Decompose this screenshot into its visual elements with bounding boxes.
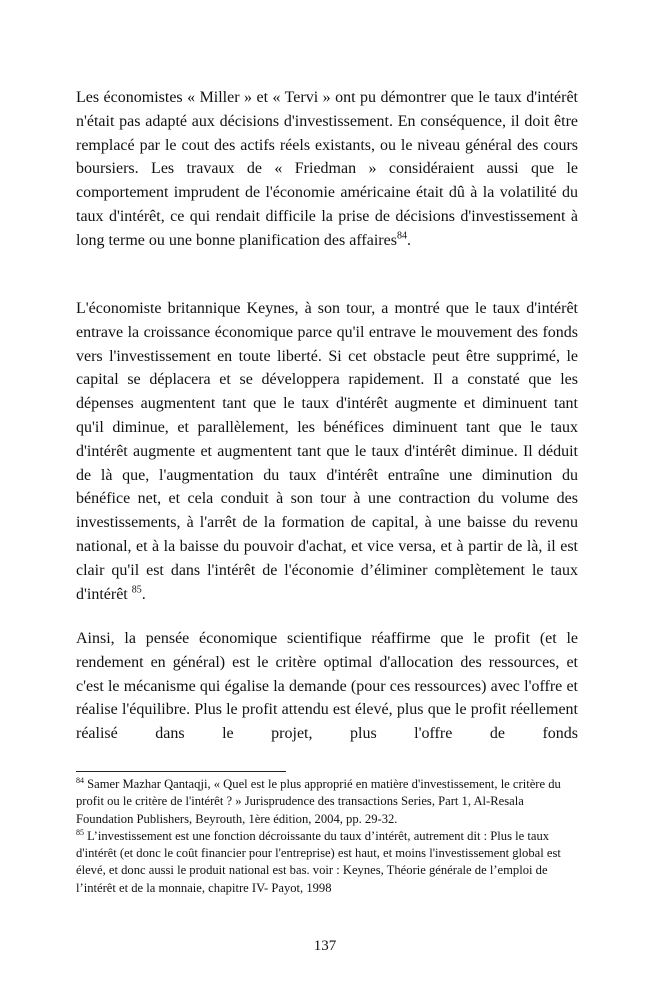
footnote-ref-84[interactable]: 84 [396,230,407,242]
paragraph-2-end: . [141,585,146,603]
paragraph-2-text: L'économiste britannique Keynes, à son tour, a montré que le taux d'intérêt entrave la croissance économique parce qu'il entrave le mouvement des fonds vers l'investissement en toute liberté. Si cet obstacle peut être supprimé, le capital se déplacera et se développera rapidement. Il a constaté que les dépenses augmentent tant que le taux d'intérêt augmente et diminuent tant qu'il diminue, et parallèlement, les bénéfices diminuent tant que le taux d'intérêt augmente et augmentent tant que le taux d'intérêt diminue. Il déduit de là que, l'augmentation du taux d'intérêt entraîne une diminution du bénéfice net, et cela conduit à son tour à une contraction du volume des investissements, à l'arrêt de la formation de capital, à une baisse du revenu national, et à la baisse du pouvoir d'achat, et vice versa, et à partir de là, il est clair qu'il est dans l'intérêt de l'économie d’éliminer complètement le taux d'intérêt [76,300,578,603]
paragraph-3 [76,627,578,746]
footnote-number-84: 84 [76,775,84,785]
footnote-85-text: L’investissement est une fonction décroissante du taux d’intérêt, autrement dit : Plus le taux d'intérêt (et donc le coût financier pour l'entreprise) est haut, et moins l'investissement global est élevé, et donc aussi le produit national est bas. voir : Keynes, Théorie générale de l’emploi de l’intérêt et de la monnaie, chapitre IV- Payot, 1998 [76,828,561,895]
paragraph-2 [76,297,578,606]
footnote-separator [76,771,286,772]
paragraph-1-end: . [406,231,411,249]
footnote-ref-85[interactable]: 85 [131,584,142,596]
footnote-84-text: Samer Mazhar Qantaqji, « Quel est le plus approprié en matière d'investissement, le critère du profit ou le critère de l'intérêt ? » Jurisprudence des transactions Series, Part 1, Al-Resala Foundation Publishers, Beyrouth, 1ère édition, 2004, pp. 29-32. [76,777,561,826]
paragraph-3-text: Ainsi, la pensée économique scientifique réaffirme que le profit (et le rendement en général) est le critère optimal d'allocation des ressources, et c'est le mécanisme qui égalise la demande (pour ces ressources) avec l'offre et réalise l'équilibre. Plus le profit attendu est élevé, plus que le profit réellement réalisé dans le projet, plus l'offre de fonds [76,630,578,743]
paragraph-1 [76,86,578,253]
page-number: 137 [313,938,337,954]
footnotes [76,776,581,897]
paragraph-1-text: Les économistes « Miller » et « Tervi » ont pu démontrer que le taux d'intérêt n'était pas adapté aux décisions d'investissement. En conséquence, il doit être remplacé par le cout des actifs réels existants, ou le niveau général des cours boursiers. Les travaux de « Friedman » considéraient aussi que le comportement imprudent de l'économie américaine était dû à la volatilité du taux d'intérêt, ce qui rendait difficile la prise de décisions d'investissement à long terme ou une bonne planification des affaires [76,89,578,249]
footnote-85 [76,828,581,897]
footnote-84 [76,776,581,828]
footnote-number-85: 85 [76,827,84,837]
